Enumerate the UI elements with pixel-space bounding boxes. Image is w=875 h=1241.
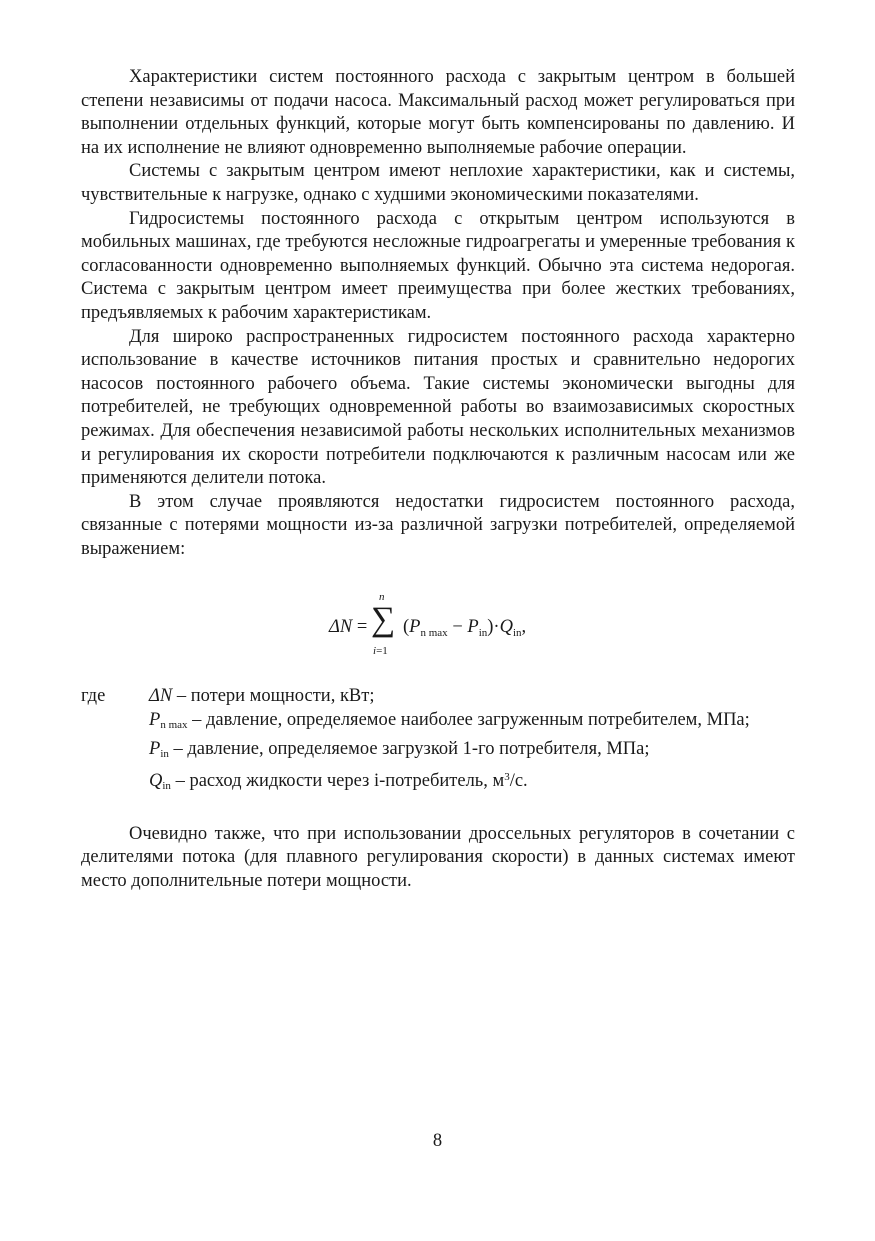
definition-subscript: in [162,780,171,793]
summation-upper-limit: n [379,591,385,604]
formula-expression [403,617,526,639]
formula-pin: P [467,617,479,638]
definition-symbol: ΔN [149,686,173,707]
summation-lower-limit [373,645,388,657]
formula-qin: Q [499,617,513,638]
definition-symbol: Q [149,771,163,792]
definition-text: – расход жидкости через i-потребитель, м [170,771,505,792]
definition-p-max [149,709,750,738]
definition-subscript: n max [160,719,188,732]
definitions-lead: где [81,686,106,707]
definition-p-in [149,738,650,767]
paragraph-4: Для широко распространенных гидросистем постоянного расхода характерно использование в качестве источников питания простых и сравнительно недорогих насосов постоянного рабочего объема. Такие системы экономически выгодны для потребителей, не требующих одновременной работы во взаимозависимых скоростных режимах. Для обеспечения независимой работы нескольких исполнительных механизмов и регулирования их скорости потребители подключаются к различным насосам или же применяются делители потока. [81,326,795,489]
formula-pmax: P [409,617,421,638]
definition-symbol: P [149,738,161,759]
formula-pin-sub: in [478,627,488,640]
paragraph-3: Гидросистемы постоянного расхода с открытым центром используются в мобильных машинах, где требуются несложные гидроагрегаты и умеренные требования к согласованности одновременно выполняемых функций. Обычно эта система недорогая. Система с закрытым центром имеет преимущества при более жестких требованиях, предъявляемых к рабочим характеристикам. [81,208,795,323]
definition-text: – давление, определяемое наиболее загруженным потребителем, МПа; [187,710,750,731]
definition-tail: /с. [509,771,528,792]
formula-lhs [329,617,367,638]
formula-qin-sub: in [512,627,522,640]
definition-superscript: 3 [504,771,510,784]
closing-paragraph: Очевидно также, что при использовании дроссельных регуляторов в сочетании с делителями потока (для плавного регулирования скорости) в данных системах имеют место дополнительные потери мощности. [81,823,795,892]
page-number: 8 [432,1131,443,1151]
definition-text: – потери мощности, кВт; [172,686,375,707]
power-loss-formula [81,579,795,667]
definition-row [81,766,795,799]
formula-end: , [521,617,527,638]
formula-close-dot: )· [487,617,500,638]
definition-row [81,738,795,767]
formula-pmax-sub: n max [420,627,448,640]
definition-text: – давление, определяемое загрузкой 1-го потребителя, МПа; [168,738,650,759]
definition-row [81,709,795,738]
paragraph-1: Характеристики систем постоянного расхода с закрытым центром в большей степени независимы от подачи насоса. Максимальный расход может регулироваться при выполнении отдельных функций, которые могут быть компенсированы по давлению. И на их исполнение не влияют одновременно выполняемые рабочие операции. [81,67,795,158]
definition-subscript: in [160,747,169,760]
summation-start: =1 [376,645,388,658]
formula-equals: = [356,617,368,638]
definitions [81,685,795,798]
paragraph-5: В этом случае проявляются недостатки гидросистем постоянного расхода, связанные с потерями мощности из-за различной загрузки потребителей, определяемой выражением: [81,491,795,559]
summation [371,579,396,667]
definition-row [81,685,795,709]
formula-open-paren: ( [403,617,410,638]
formula-minus: − [452,617,463,638]
definition-delta-n [149,685,375,709]
sigma-symbol: ∑ [371,601,396,639]
formula-lhs-symbol: ΔN [329,617,353,638]
page-body [81,66,795,894]
definition-symbol: P [149,710,161,731]
summation-index: i [373,645,377,658]
paragraph-2: Системы с закрытым центром имеют неплохие характеристики, как и системы, чувствительные к нагрузке, однако с худшими экономическими показателями. [81,161,795,205]
definition-q-in [149,766,528,799]
